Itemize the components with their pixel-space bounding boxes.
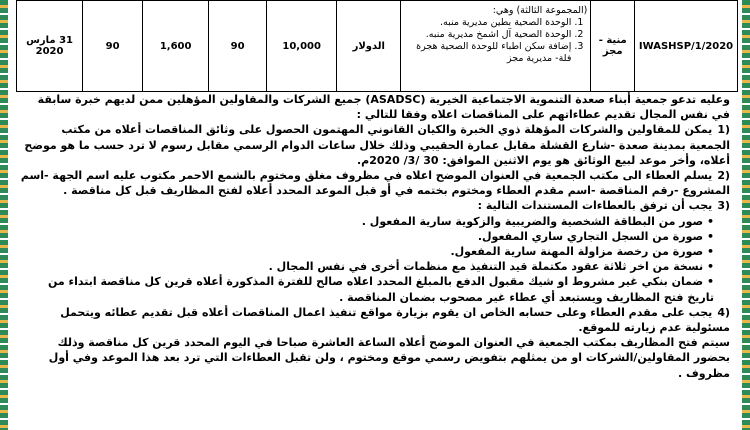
list-item: • صور من البطاقة الشخصية والضريبية والزكوية سارية المفعول .	[18, 214, 714, 229]
list-item: 3. إضافة سكن اطباء للوحدة الصحية هجرة فلة- مديرية مجز	[404, 41, 571, 65]
tenders-table	[16, 0, 738, 92]
item-number: (4	[717, 305, 730, 319]
item-text: يجب أن ترفق بالعطاءات المستندات التالية :	[477, 199, 713, 213]
table-row	[17, 1, 738, 92]
description-heading: (المجموعة الثالثة) وهي:	[492, 5, 588, 16]
description-cell	[401, 1, 591, 92]
list-item: • صورة من السجل التجاري ساري المفعول.	[18, 229, 714, 244]
item-text: يجب على مقدم العطاء وعلى حسابه الخاص ان يقوم بزيارة مواقع تنفيذ اعمال المناقصات أعلاه قبل تقديم عطائه ويتحمل مسئولية عدم زيارته للموقع.	[60, 305, 730, 335]
currency-cell: الدولار	[337, 1, 401, 92]
amount-cell: 10,000	[267, 1, 337, 92]
item-3	[18, 198, 730, 213]
list-item: 1. الوحدة الصحية بطين مديرية منبه.	[404, 17, 571, 29]
item-2	[18, 168, 730, 198]
list-item: • صورة من رخصة مزاولة المهنة سارية المفعول.	[18, 244, 714, 259]
tender-number-cell: IWASHSP/1/2020	[635, 1, 738, 92]
final-paragraph: سيتم فتح المظاريف بمكتب الجمعية في العنوان الموضح أعلاه الساعة العاشرة صباحا في اليوم المحدد قرين كل مناقصة وذلك بحضور المقاولين/الشركات او من يمثلهم بتفويض رسمي موقع ومختوم ، ولن تقبل العطاءات التي ترد بعد هذا الموعد وفي أول مظروف .	[48, 336, 730, 380]
item-4	[18, 305, 730, 335]
item-text: يمكن للمقاولين والشركات المؤهلة ذوي الخبرة والكيان القانوني المهتمون الحصول على وثائق المناقصات أعلاه من مكتب الجمعية بمدينة صعدة -شارع القشلة مقابل عمارة الحقيبي وذلك خلال ساعات الدوام الرسمي مقابل رسوم لا ترد حسب ما هو موضح أعلاه، وأخر موعد لبيع الوثائق هو يوم الاثنين الموافق: 30 /3/ 2020م.	[24, 123, 730, 167]
item-number: (3	[717, 199, 730, 213]
item-1	[18, 122, 730, 168]
required-documents-list	[18, 214, 730, 305]
deadline-cell: 31 مارس 2020	[17, 1, 83, 92]
announcement-body	[18, 92, 730, 381]
decorative-border-left	[0, 0, 8, 430]
intro-paragraph: وعليه تدعو جمعية أبناء صعدة التنموية الاجتماعية الخيرية (ASADSC) جميع الشركات والمقاولين المؤهلين ممن لديهم خبرة سابقة في نفس المجال تقديم عطاءاتهم على المناقصات اعلاه وفقا للتالي :	[37, 93, 730, 122]
days-cell: 90	[209, 1, 267, 92]
list-item: 2. الوحدة الصحية آل اشمخ مديرية منبه.	[404, 29, 571, 41]
fee-cell: 1,600	[143, 1, 209, 92]
item-text: يسلم العطاء الى مكتب الجمعية في العنوان الموضح اعلاه في مظروف مغلق ومختوم بالشمع الاحمر مكتوب عليه اسم الجهة -اسم المشروع -رقم المناقصة -اسم مقدم العطاء ومختوم بختمه في أو قبل الموعد المحدد أعلاه لفتح المظاريف قبل كل مناقصة .	[20, 169, 730, 198]
location-cell: منية - مجز	[591, 1, 635, 92]
description-list	[404, 17, 587, 65]
item-number: (2	[717, 169, 730, 183]
validity-cell: 90	[83, 1, 143, 92]
decorative-border-right	[742, 0, 750, 430]
list-item: • ضمان بنكي غير مشروط او شيك مقبول الدفع بالمبلغ المحدد اعلاه صالح للفترة المذكورة أعلاه قرين كل مناقصة ابتداء من تاريخ فتح المظاريف ويستبعد أي عطاء غير مصحوب بضمان المناقصة .	[18, 274, 714, 304]
item-number: (1	[717, 123, 730, 137]
list-item: • نسخة من اخر ثلاثة عقود مكتملة قيد التنفيذ مع منظمات أخرى في نفس المجال .	[18, 259, 714, 274]
